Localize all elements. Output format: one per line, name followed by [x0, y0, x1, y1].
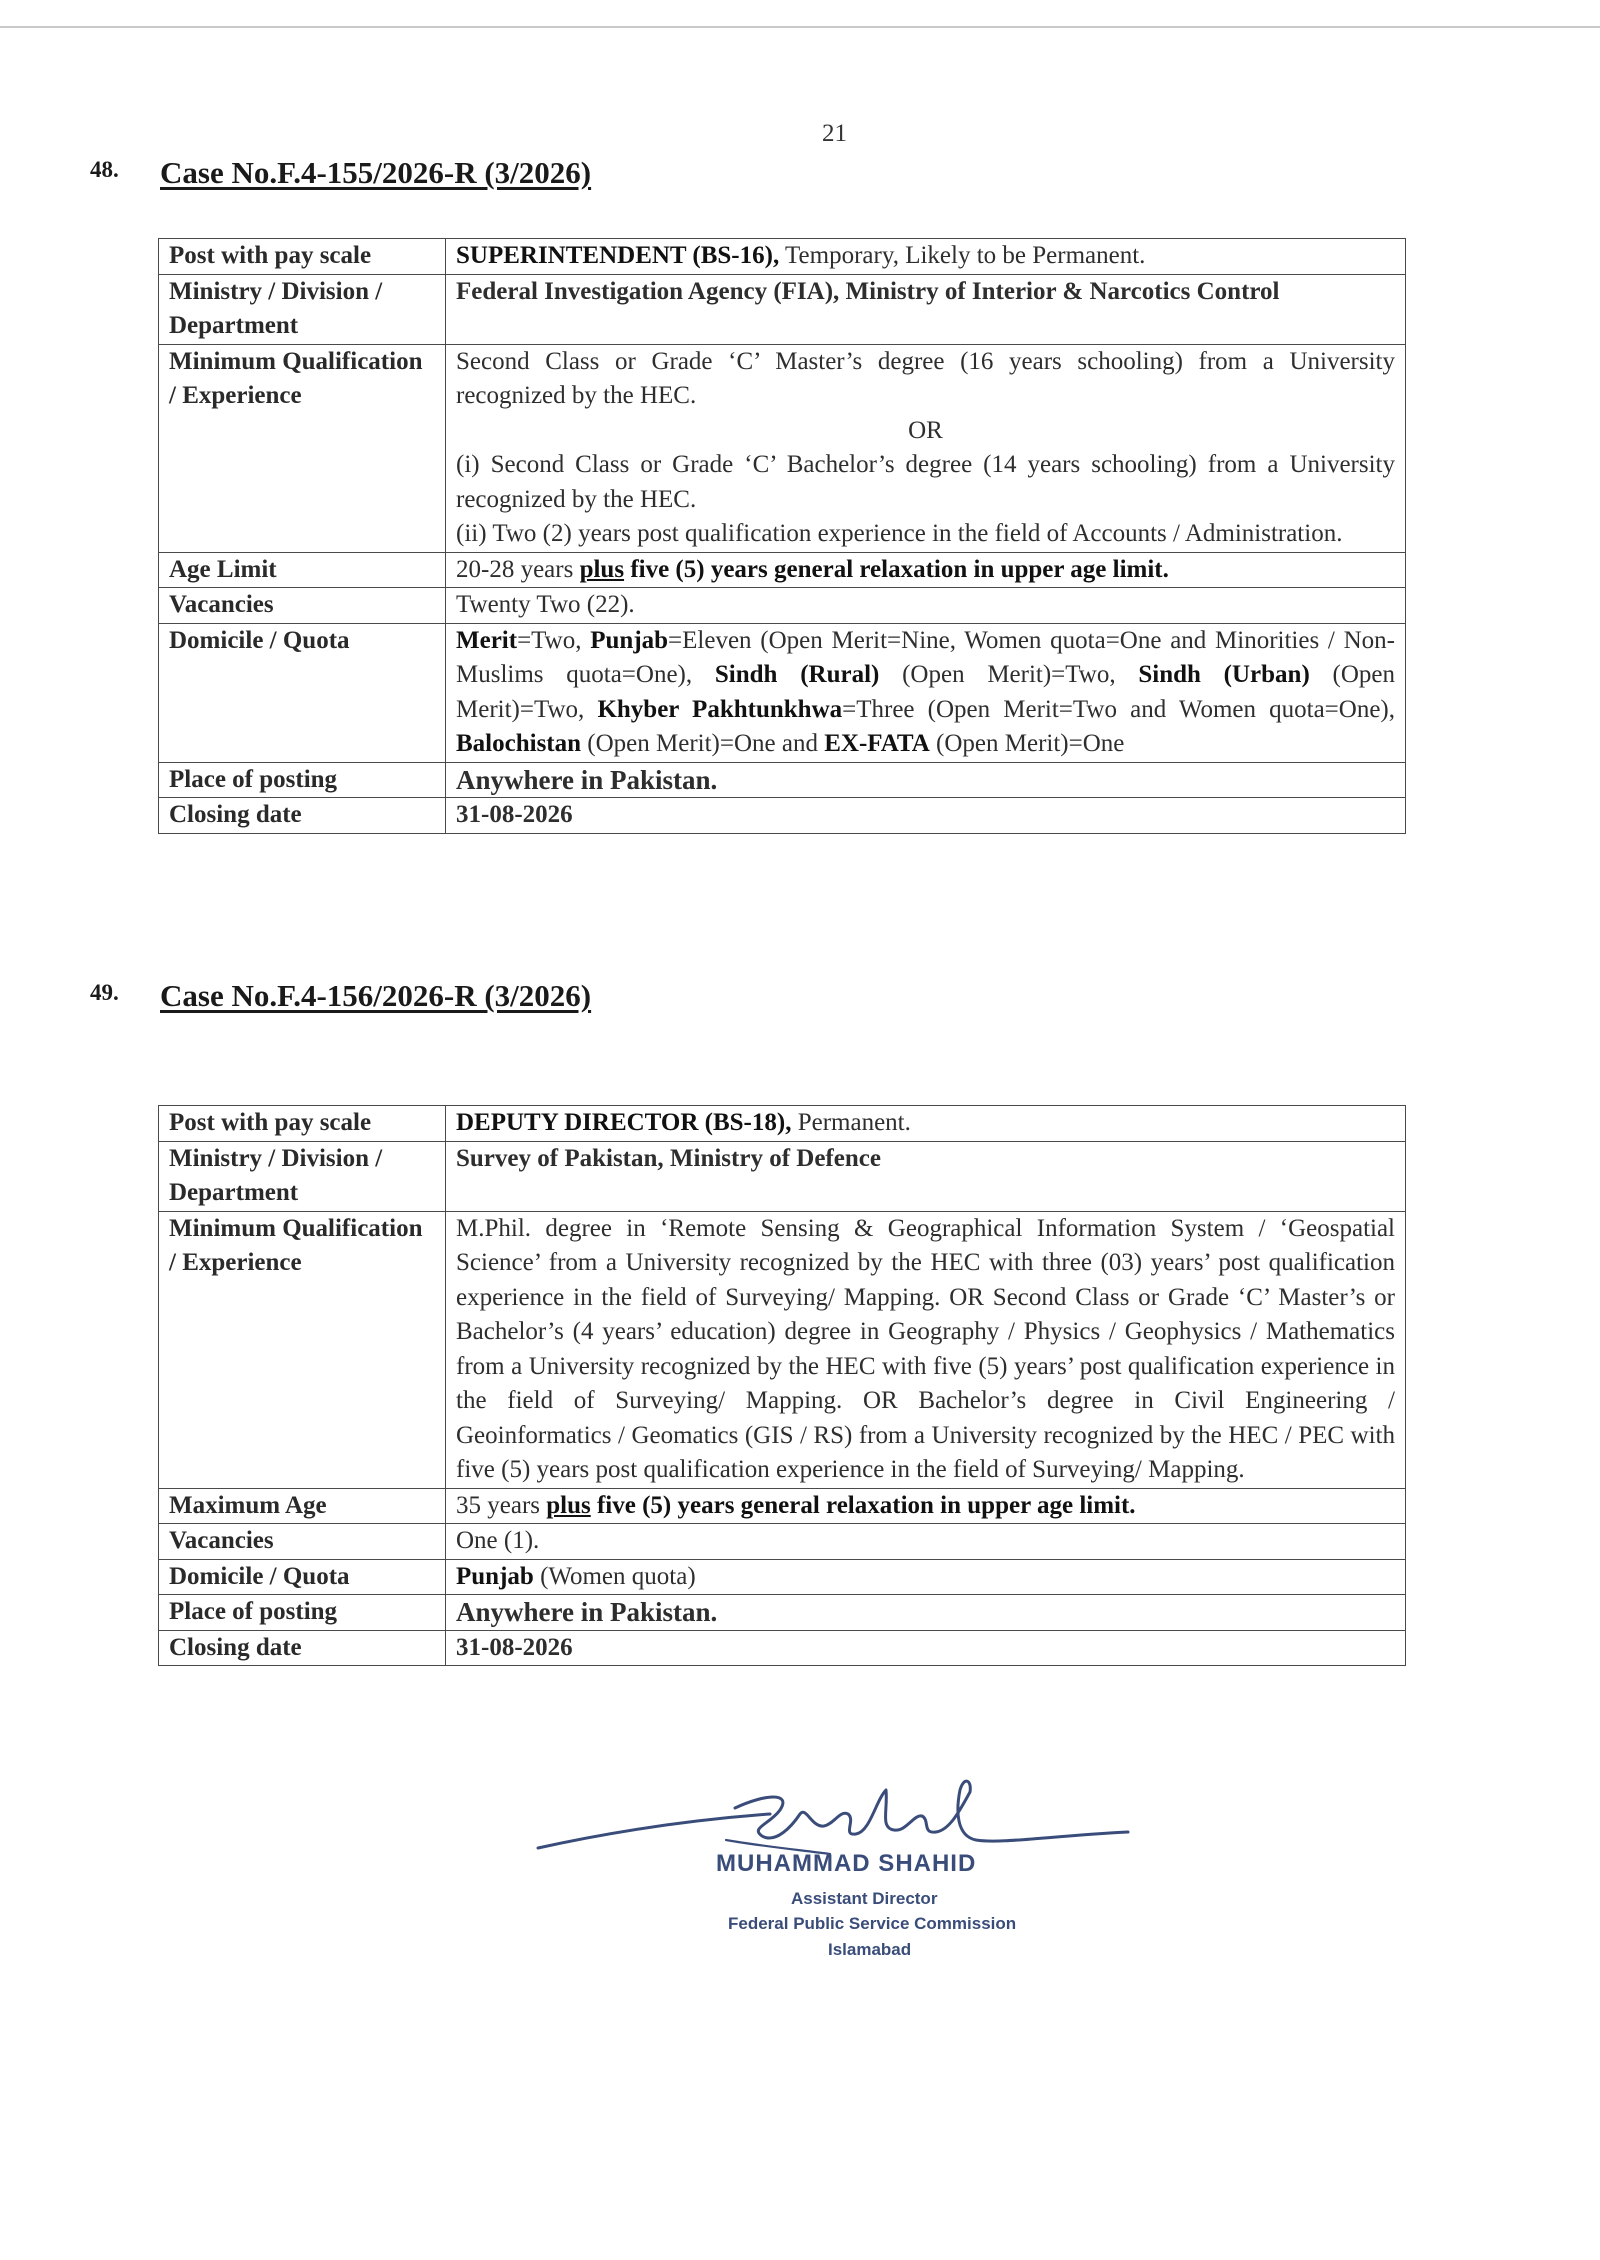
quota-merit: Merit — [456, 626, 518, 654]
post-table-48 — [158, 238, 1406, 834]
table-row — [159, 1211, 1406, 1488]
case-title: Case No.F.4-156/2026-R (3/2026) — [160, 978, 592, 1013]
ministry-value: Federal Investigation Agency (FIA), Ministry of Interior & Narcotics Control — [446, 274, 1406, 344]
table-row — [159, 274, 1406, 344]
posting-label: Place of posting — [159, 762, 446, 798]
post-title: SUPERINTENDENT (BS-16), — [456, 242, 780, 269]
qualification-option-2: (i) Second Class or Grade ‘C’ Bachelor’s degree (14 years schooling) from a University recognized by the HEC. — [456, 451, 1395, 513]
case-title: Case No.F.4-155/2026-R (3/2026) — [160, 155, 592, 190]
qualification-option-1: Second Class or Grade ‘C’ Master’s degree (16 years schooling) from a University recognized by the HEC. — [456, 347, 1395, 409]
quota-punjab: Punjab — [590, 626, 669, 654]
age-label: Maximum Age — [159, 1488, 446, 1524]
table-row — [159, 344, 1406, 552]
table-row — [159, 798, 1406, 834]
table-row — [159, 588, 1406, 624]
quota-kp-detail: =Three (Open Merit=Two and Women quota=One), — [842, 695, 1396, 723]
age-plus: plus — [579, 555, 625, 583]
quota-merit-detail: =Two, — [517, 626, 591, 654]
age-range: 20-28 years — [456, 555, 580, 583]
vacancies-value: One (1). — [446, 1524, 1406, 1560]
age-plus: plus — [546, 1491, 591, 1519]
table-row — [159, 239, 1406, 275]
posting-value: Anywhere in Pakistan. — [446, 762, 1406, 798]
case-heading-48 — [90, 155, 591, 191]
posting-value: Anywhere in Pakistan. — [446, 1595, 1406, 1631]
qualification-value — [446, 344, 1406, 552]
vacancies-value: Twenty Two (22). — [446, 588, 1406, 624]
post-table-49 — [158, 1105, 1406, 1666]
table-row — [159, 762, 1406, 798]
quota-ex-fata-detail: (Open Merit)=One — [929, 730, 1125, 757]
table-row — [159, 552, 1406, 588]
age-value — [446, 1488, 1406, 1524]
quota-punjab-detail: =Eleven (Open Merit=Nine, Women quota=One and Minorities / Non-Muslims quota=One), — [456, 626, 1395, 688]
age-relaxation: five (5) years general relaxation in upper age limit. — [624, 555, 1169, 583]
table-row — [159, 1559, 1406, 1595]
signatory-designation: Assistant Director — [791, 1889, 938, 1908]
post-value — [446, 239, 1406, 275]
case-heading-49 — [90, 978, 591, 1014]
qualification-value: M.Phil. degree in ‘Remote Sensing & Geographical Information System / ‘Geospatial Science’ from a University recognized by the HEC with three (03) years’ post qualification experience in the field of Surveying/ Mapping. OR Second Class or Grade ‘C’ Master’s or Bachelor’s (4 years’ education) degree in Geography / Physics / Geophysics / Mathematics from a University recognized by the HEC with five (5) years’ post qualification experience in the field of Surveying/ Mapping. OR Bachelor’s degree in Civil Engineering / Geoinformatics / Geomatics (GIS / RS) from a University recognized by the HEC / PEC with five (5) years post qualification experience in the field of Surveying/ Mapping. — [446, 1211, 1406, 1488]
post-value — [446, 1106, 1406, 1142]
table-row — [159, 1630, 1406, 1666]
quota-balochistan: Balochistan — [456, 730, 582, 757]
quota-kp: Khyber Pakhtunkhwa — [597, 695, 843, 723]
age-value — [446, 552, 1406, 588]
closing-value: 31-08-2026 — [446, 798, 1406, 834]
ministry-value: Survey of Pakistan, Ministry of Defence — [446, 1141, 1406, 1211]
post-label: Post with pay scale — [159, 1106, 446, 1142]
qualification-or: OR — [908, 416, 943, 444]
signatory-name: MUHAMMAD SHAHID — [716, 1850, 977, 1877]
posting-label: Place of posting — [159, 1595, 446, 1631]
table-row — [159, 1106, 1406, 1142]
quota-sindh-urban-detail: (Open Merit)=Two, — [456, 661, 1395, 723]
domicile-label: Domicile / Quota — [159, 623, 446, 762]
table-row — [159, 1524, 1406, 1560]
domicile-value — [446, 623, 1406, 762]
age-range: 35 years — [456, 1491, 547, 1519]
domicile-label: Domicile / Quota — [159, 1559, 446, 1595]
table-row — [159, 1488, 1406, 1524]
post-label: Post with pay scale — [159, 239, 446, 275]
case-number: 49. — [90, 980, 119, 1005]
qualification-label: Minimum Qualification / Experience — [159, 344, 446, 552]
quota-punjab-detail: (Women quota) — [533, 1562, 696, 1590]
domicile-value — [446, 1559, 1406, 1595]
closing-label: Closing date — [159, 1630, 446, 1666]
qualification-label: Minimum Qualification / Experience — [159, 1211, 446, 1488]
case-number: 48. — [90, 157, 119, 182]
signatory-organization: Federal Public Service Commission — [728, 1914, 1017, 1933]
post-terms: Permanent. — [791, 1109, 911, 1136]
vacancies-label: Vacancies — [159, 588, 446, 624]
quota-sindh-urban: Sindh (Urban) — [1138, 661, 1310, 688]
table-row — [159, 623, 1406, 762]
post-title: DEPUTY DIRECTOR (BS-18), — [456, 1109, 792, 1136]
post-terms: Temporary, Likely to be Permanent. — [779, 242, 1146, 269]
quota-ex-fata: EX-FATA — [824, 730, 930, 757]
qualification-option-3: (ii) Two (2) years post qualification experience in the field of Accounts / Administration. — [456, 520, 1343, 547]
quota-balochistan-detail: (Open Merit)=One and — [581, 730, 825, 757]
quota-punjab: Punjab — [456, 1562, 534, 1590]
page-number: 21 — [822, 120, 847, 147]
ministry-label: Ministry / Division / Department — [159, 274, 446, 344]
quota-sindh-rural: Sindh (Rural) — [714, 661, 880, 688]
ministry-label: Ministry / Division / Department — [159, 1141, 446, 1211]
table-row — [159, 1595, 1406, 1631]
age-relaxation: five (5) years general relaxation in upper age limit. — [590, 1491, 1136, 1519]
vacancies-label: Vacancies — [159, 1524, 446, 1560]
closing-value: 31-08-2026 — [446, 1630, 1406, 1666]
signatory-city: Islamabad — [828, 1940, 912, 1959]
closing-label: Closing date — [159, 798, 446, 834]
table-row — [159, 1141, 1406, 1211]
quota-sindh-rural-detail: (Open Merit)=Two, — [879, 661, 1139, 688]
age-label: Age Limit — [159, 552, 446, 588]
scan-edge-line — [0, 26, 1600, 28]
